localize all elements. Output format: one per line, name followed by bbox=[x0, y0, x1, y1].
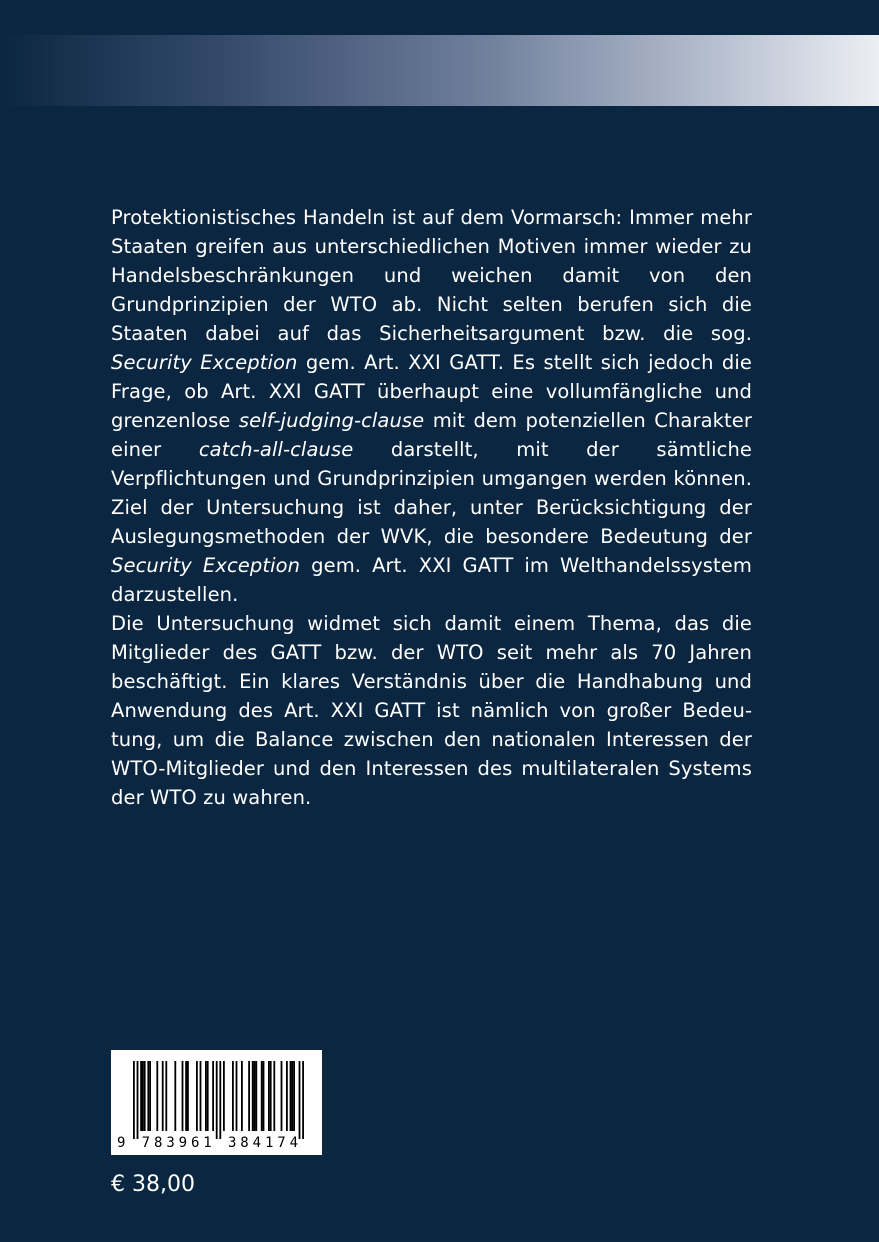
barcode-bar bbox=[133, 1061, 135, 1139]
barcode-bar bbox=[261, 1061, 263, 1131]
barcode-bar bbox=[252, 1061, 254, 1131]
barcode-bar bbox=[302, 1061, 304, 1139]
barcode-bar bbox=[263, 1061, 265, 1131]
barcode-bar bbox=[142, 1061, 144, 1131]
barcode-bar bbox=[212, 1061, 214, 1131]
barcode-bar bbox=[273, 1061, 275, 1131]
blurb-span: Protektionistisches Handeln ist auf dem Vormarsch: Immer mehr Staaten greifen aus unterschiedlichen Motiven immer wieder zu Handelsbeschränkungen und weichen damit von den Grundprinzipien der WTO ab. Nicht selten berufen sich die Staaten dabei auf das Sicherheitsargument bzw. die sog. bbox=[111, 206, 752, 345]
blurb-paragraph-2 bbox=[111, 609, 752, 812]
barcode-bar bbox=[156, 1061, 158, 1131]
barcode-bar bbox=[223, 1061, 225, 1131]
blurb-italic-term: Security Exception bbox=[111, 351, 298, 374]
barcode-bar bbox=[205, 1061, 207, 1131]
barcode-bar bbox=[268, 1061, 270, 1131]
barcode-bar bbox=[290, 1061, 292, 1131]
blurb-span: Die Untersuchung widmet sich damit einem Thema, das die Mitglieder des GATT bzw. der WTO seit mehr als 70 Jahren beschäftigt. Ein klares Verständnis über die Handhabung und Anwendung des Art. XXI GATT ist nämlich von großer Bedeutung, um die Balance zwischen den nationalen Interessen der WTO-Mitglieder und den Interessen des multilateralen Systems der WTO zu wahren. bbox=[111, 612, 752, 809]
isbn-barcode bbox=[111, 1050, 322, 1155]
barcode-bar bbox=[241, 1061, 243, 1131]
blurb-italic-term: self-judging-clause bbox=[238, 409, 425, 432]
barcode-bar bbox=[219, 1061, 221, 1139]
barcode-bar bbox=[281, 1061, 283, 1131]
barcode-bar bbox=[140, 1061, 142, 1131]
barcode-bar bbox=[207, 1061, 209, 1131]
blurb-span: darstellt, mit der sämtliche Verpflichtungen und Grundprinzipien umgangen werden können. Ziel der Untersuchung ist daher, unter Berücksichtigung der Auslegungsmethoden der WVK, die besondere Bedeutung der bbox=[111, 438, 752, 548]
top-gradient-band bbox=[0, 35, 879, 106]
barcode-bar bbox=[149, 1061, 151, 1131]
barcode-bar bbox=[248, 1061, 250, 1131]
barcode-bar bbox=[137, 1061, 139, 1139]
blurb-span: mit dem potenziellen Charakter einer bbox=[111, 409, 752, 461]
barcode-bar bbox=[187, 1061, 189, 1131]
barcode-bar bbox=[200, 1061, 202, 1131]
price-label: € 38,00 bbox=[111, 1172, 195, 1197]
barcode-bar bbox=[236, 1061, 238, 1131]
barcode-bar bbox=[182, 1061, 184, 1131]
blurb-italic-term: catch-all-clause bbox=[198, 438, 354, 461]
barcode-bar bbox=[255, 1061, 257, 1131]
barcode-bar bbox=[286, 1061, 288, 1131]
blurb-italic-term: Security Exception bbox=[111, 554, 301, 577]
barcode-bar bbox=[254, 1061, 256, 1131]
barcode-bar bbox=[147, 1061, 149, 1131]
barcode-bar bbox=[216, 1061, 218, 1139]
barcode-bar bbox=[174, 1061, 176, 1131]
barcode-bar bbox=[162, 1061, 164, 1131]
isbn-digits: 9 783961 384174 bbox=[117, 1135, 302, 1151]
barcode-bar bbox=[165, 1061, 167, 1131]
barcode-bar bbox=[270, 1061, 272, 1131]
barcode-bar bbox=[299, 1061, 301, 1139]
barcode-bar bbox=[291, 1061, 293, 1131]
blurb-span: gem. Art. XXI GATT. Es stellt sich jedoch die Frage, ob Art. XXI GATT überhaupt eine vollumfängliche und grenzenlose bbox=[111, 351, 752, 432]
blurb-paragraph-1 bbox=[111, 203, 752, 609]
barcode-bar bbox=[144, 1061, 146, 1131]
barcode-bar bbox=[196, 1061, 198, 1131]
barcode-bar bbox=[185, 1061, 187, 1131]
blurb-text bbox=[111, 203, 752, 812]
blurb-span: gem. Art. XXI GATT im Welthandelssystem darzustellen. bbox=[111, 554, 752, 606]
barcode-bar bbox=[293, 1061, 295, 1131]
barcode-bar bbox=[232, 1061, 234, 1131]
